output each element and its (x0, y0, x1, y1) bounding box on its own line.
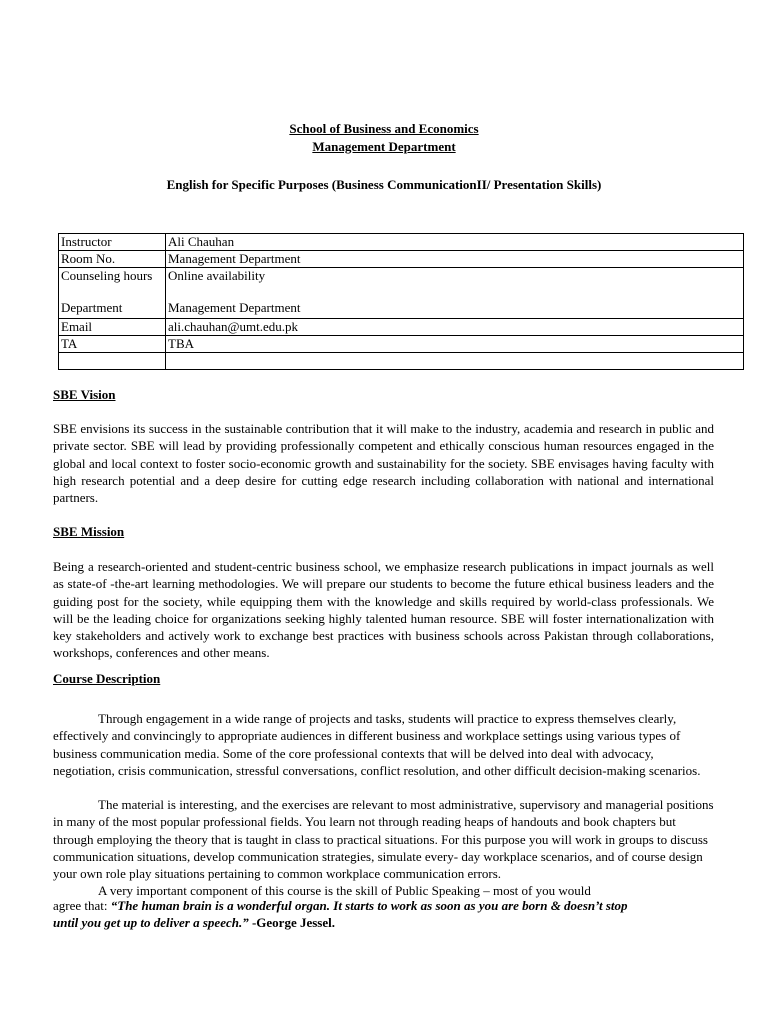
table-value: Management Department (166, 251, 744, 268)
course-description-paragraph-3: A very important component of this course is the skill of Public Speaking – most of you would (98, 883, 591, 898)
course-description-paragraph-1: Through engagement in a wide range of projects and tasks, students will practice to express themselves clearly, effectively and convincingly to appropriate audiences in different business and workplace settings using various types of business communication media. Some of the core professional contexts that will be delved into deal with advocacy, negotiation, crisis communication, stressful conversations, conflict resolution, and other difficult decision-making scenarios. (53, 711, 701, 778)
table-label: Department (61, 300, 123, 315)
email-value[interactable]: ali.chauhan@umt.edu.pk (166, 319, 744, 336)
course-info-table (58, 233, 744, 370)
table-row (59, 336, 744, 353)
table-label: Counseling hours (61, 268, 153, 283)
table-label: TA (59, 336, 166, 353)
table-value: TBA (166, 336, 744, 353)
vision-heading: SBE Vision (53, 387, 116, 402)
table-label: Instructor (59, 234, 166, 251)
table-row (59, 251, 744, 268)
quote-lead: agree that: (53, 898, 111, 913)
table-value (166, 353, 744, 370)
course-description-paragraph-2: The material is interesting, and the exercises are relevant to most administrative, supervisory and managerial positions in many of the most popular professional fields. You learn not through reading heaps of handouts and book chapters but through employing the theory that is taught in class to practical situations. For this purpose you will work in groups to discuss communication situations, develop communication strategies, simulate every- day workplace scenarios, and of course design your own role play situations pertaining to common workplace communication errors. (53, 797, 714, 882)
table-label: Room No. (59, 251, 166, 268)
department-title: Management Department (312, 139, 456, 154)
school-title: School of Business and Economics (289, 121, 479, 136)
table-row (59, 234, 744, 251)
table-value-stack (166, 268, 744, 319)
vision-paragraph: SBE envisions its success in the sustainable contribution that it will make to the industry, academia and research in public and private sector. SBE will lead by providing professionally competent and ethically conscious human resources engaged in the global and local context to foster socio-economic growth and sustainability for the society. SBE envisages having faculty with high research potential and a deep desire for cutting edge research including collaboration with national and international partners. (53, 421, 714, 506)
table-label (59, 353, 166, 370)
table-row (59, 319, 744, 336)
quote-author: -George Jessel. (248, 915, 335, 931)
table-label: Email (59, 319, 166, 336)
table-row (59, 268, 744, 319)
mission-paragraph: Being a research-oriented and student-centric business school, we emphasize research publications in impact journals as well as state-of -the-art learning methodologies. We will prepare our students to become the future ethical business leaders and the guiding post for the society, while equipping them with the knowledge and skills required by world-class professionals. We will be the leading choice for organizations seeking highly talented human resource. SBE will foster internationalization with key stakeholders and actively work to exchange best practices with business schools across Pakistan through collaborations, workshops, conferences and other means. (53, 559, 714, 661)
table-row (59, 353, 744, 370)
course-description-heading: Course Description (53, 671, 161, 686)
course-title: English for Specific Purposes (Business CommunicationII/ Presentation Skills) (166, 177, 602, 192)
table-label-stack (59, 268, 166, 319)
quote-block (53, 897, 653, 932)
quote-text: “The human brain is a wonderful organ. It starts to work as soon as you are born & doesn’t stop until you get up to deliver a speech.” (53, 898, 628, 931)
table-value: Online availability (168, 268, 266, 283)
table-value: Ali Chauhan (166, 234, 744, 251)
mission-heading: SBE Mission (53, 524, 125, 539)
table-value: Management Department (168, 300, 301, 315)
